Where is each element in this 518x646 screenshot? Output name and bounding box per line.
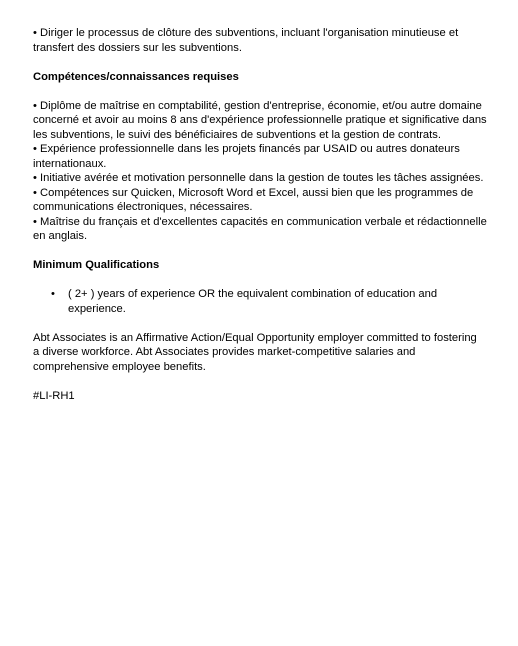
spacer — [33, 316, 482, 331]
spacer — [33, 273, 482, 288]
text-line: • Compétences sur Quicken, Microsoft Word et Excel, aussi bien que les programmes de — [33, 186, 474, 199]
minimum-qualifications-heading: Minimum Qualifications — [33, 259, 160, 271]
competence-item-initiative — [33, 171, 482, 186]
text-line: • Maîtrise du français et d'excellentes capacités en communication verbale et rédactionnelle — [33, 215, 487, 228]
spacer — [33, 244, 482, 259]
competence-item-usaid-experience — [33, 142, 482, 171]
competences-list — [33, 99, 487, 244]
competences-heading: Compétences/connaissances requises — [33, 70, 239, 83]
text-line: • Initiative avérée et motivation personnelle dans la gestion de toutes les tâches assignées. — [33, 172, 484, 184]
spacer — [33, 374, 482, 389]
spacer — [33, 55, 482, 70]
eeo-statement — [33, 331, 482, 375]
text-line: les subventions, le suivi des bénéficiaires de subventions et la gestion de contrats. — [33, 128, 441, 141]
text-line: • Expérience professionnelle dans les projets financés par USAID ou autres donateurs — [33, 143, 460, 155]
competence-item-languages — [33, 215, 487, 244]
minimum-qualifications-list — [33, 287, 482, 316]
competence-item-software — [33, 186, 482, 215]
text-line: communications électroniques, nécessaires. — [33, 201, 253, 213]
text-line: • Diplôme de maîtrise en comptabilité, gestion d'entreprise, économie, et/ou autre domaine — [33, 99, 482, 112]
text-line: concerné et avoir au moins 8 ans d'expérience professionnelle pratique et significative dans — [33, 114, 487, 126]
text-line: • Diriger le processus de clôture des subventions, incluant l'organisation minutieuse et — [33, 27, 459, 39]
closing-process-bullet — [33, 26, 482, 55]
text-line: Abt Associates is an Affirmative Action/Equal Opportunity employer committed to fostering — [33, 331, 477, 344]
text-line: ( 2+ ) years of experience OR the equivalent combination of education and — [68, 288, 438, 300]
linkedin-tag: #LI-RH1 — [33, 389, 75, 402]
bullet-marker: • — [51, 288, 55, 300]
qualification-item-experience — [33, 287, 482, 316]
text-line: experience. — [68, 302, 126, 315]
spacer — [33, 84, 482, 99]
text-line: en anglais. — [33, 230, 88, 242]
text-line: a diverse workforce. Abt Associates provides market-competitive salaries and — [33, 346, 416, 358]
text-line: comprehensive employee benefits. — [33, 360, 206, 373]
competence-item-diploma — [33, 99, 487, 143]
text-line: internationaux. — [33, 157, 107, 170]
text-line: transfert des dossiers sur les subventions. — [33, 41, 242, 54]
